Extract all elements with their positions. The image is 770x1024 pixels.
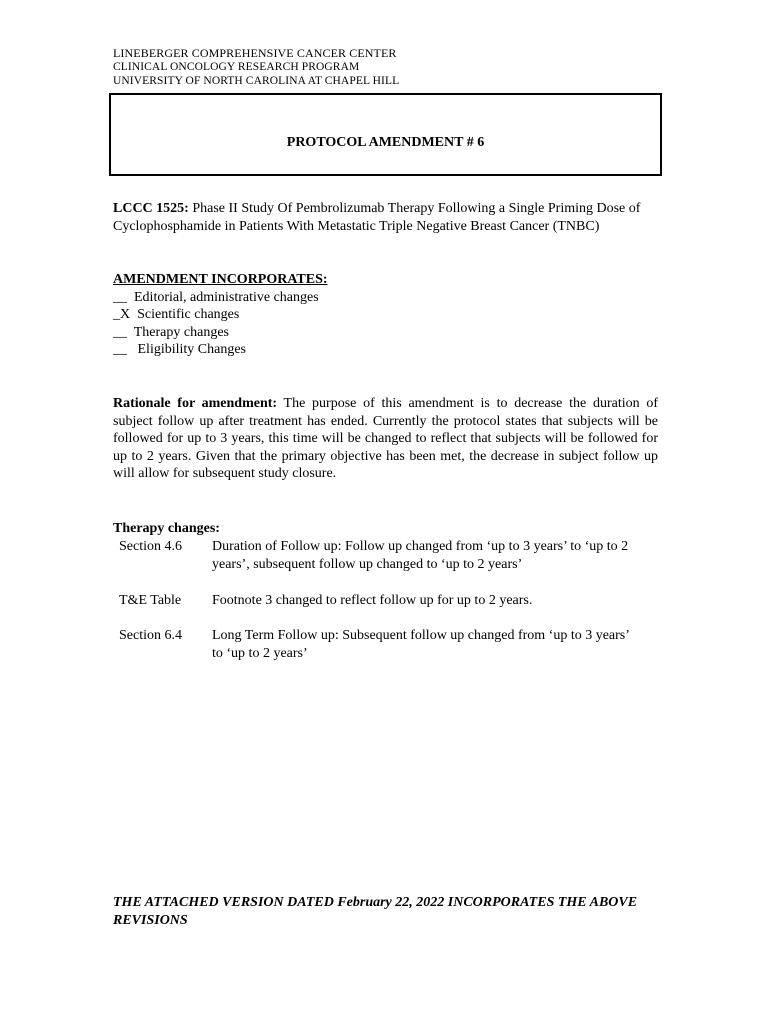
study-title-block	[113, 200, 658, 235]
incorporates-item-therapy: __ Therapy changes	[113, 324, 229, 340]
institution-header	[113, 46, 399, 88]
incorporates-item-editorial: __ Editorial, administrative changes	[113, 289, 319, 305]
incorporates-item-eligibility: __ Eligibility Changes	[113, 342, 246, 357]
incorporates-item-scientific: _X Scientific changes	[113, 307, 240, 322]
incorporates-heading: AMENDMENT INCORPORATES:	[113, 272, 328, 287]
therapy-change-label: Section 6.4	[119, 628, 182, 643]
therapy-change-label: Section 4.6	[119, 539, 182, 554]
therapy-change-text: Duration of Follow up: Follow up changed from ‘up to 3 years’ to ‘up to 2 years’, subsequent follow up changed to ‘up to 2 years’	[212, 539, 629, 572]
study-title: Phase II Study Of Pembrolizumab Therapy Following a Single Priming Dose of Cyclophosphamide in Patients With Metastatic Triple Negative Breast Cancer (TNBC)	[113, 201, 641, 234]
therapy-changes-heading-block	[113, 520, 658, 538]
header-line-center: LINEBERGER COMPREHENSIVE CANCER CENTER	[113, 46, 397, 60]
header-line-program: CLINICAL ONCOLOGY RESEARCH PROGRAM	[113, 61, 360, 73]
rationale-paragraph	[113, 395, 658, 483]
therapy-change-label: T&E Table	[119, 593, 182, 608]
rationale-label: Rationale for amendment:	[113, 396, 278, 411]
amendment-title: PROTOCOL AMENDMENT # 6	[286, 135, 485, 150]
study-id: LCCC 1525:	[113, 201, 189, 216]
therapy-change-text: Footnote 3 changed to reflect follow up for up to 2 years.	[212, 593, 533, 608]
amendment-title-box	[109, 93, 662, 176]
rationale-text: The purpose of this amendment is to decrease the duration of subject follow up after treatment has ended. Currently the protocol states that subjects will be followed for up to 3 years, this time will be changed to reflect that subjects will be followed for up to 2 years. Given that the primary objective has been met, the decrease in subject follow up will allow for subsequent study closure.	[113, 396, 658, 481]
amendment-incorporates	[113, 271, 658, 359]
therapy-changes-heading: Therapy changes:	[113, 521, 220, 536]
header-line-university: UNIVERSITY OF NORTH CAROLINA AT CHAPEL HILL	[113, 75, 400, 87]
therapy-change-text: Long Term Follow up: Subsequent follow up changed from ‘up to 3 years’ to ‘up to 2 years’	[212, 628, 629, 661]
footer-statement: THE ATTACHED VERSION DATED February 22, 2022 INCORPORATES THE ABOVE REVISIONS	[113, 895, 638, 928]
